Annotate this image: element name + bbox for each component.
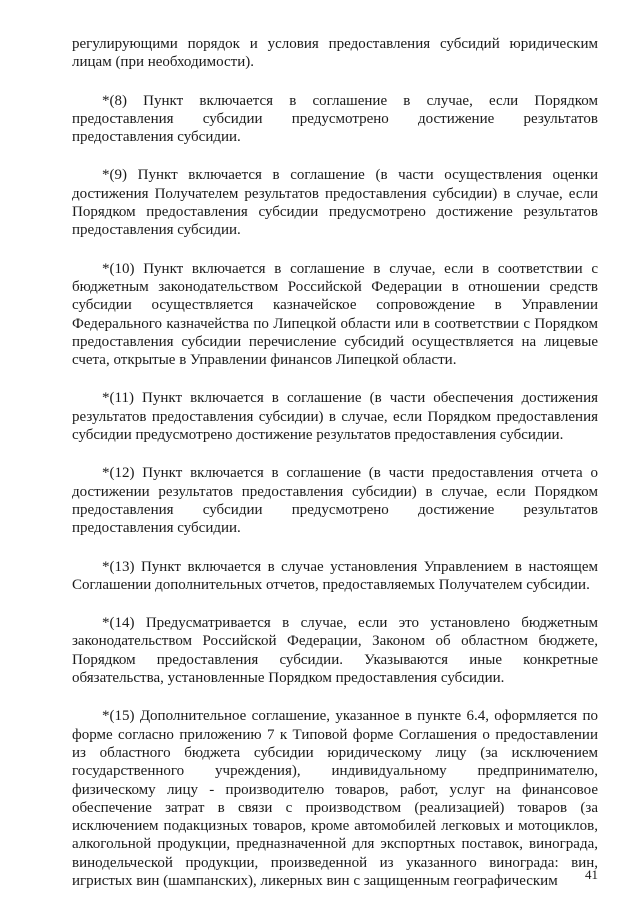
footnote-14: *(14) Предусматривается в случае, если это установлено бюджетным законодательством Российской Федерации, Законом об областном бюджете, Порядком предоставления субсидии. Указываются иные конкретные обязательства, установленные Порядком предоставления субсидии. bbox=[72, 615, 598, 687]
footnote-13: *(13) Пункт включается в случае установления Управлением в настоящем Соглашении дополнительных отчетов, предоставляемых Получателем субсидии. bbox=[72, 558, 598, 593]
footnote-11: *(11) Пункт включается в соглашение (в части обеспечения достижения результатов предоставления субсидии) в случае, если Порядком предоставления субсидии предусмотрено достижение результатов предоставления субсидии. bbox=[72, 390, 598, 444]
footnote-8: *(8) Пункт включается в соглашение в случае, если Порядком предоставления субсидии предусмотрено достижение результатов предоставления субсидии. bbox=[72, 92, 598, 146]
footnote-9: *(9) Пункт включается в соглашение (в части осуществления оценки достижения Получателем результатов предоставления субсидии) в случае, если Порядком предоставления субсидии предусмотрено достижение результатов предоставления субсидии. bbox=[72, 167, 598, 239]
footnote-12: *(12) Пункт включается в соглашение (в части предоставления отчета о достижении результатов предоставления субсидии) в случае, если Порядком предоставления субсидии предусмотрено достижение результатов предоставления субсидии. bbox=[72, 465, 598, 537]
footnote-10: *(10) Пункт включается в соглашение в случае, если в соответствии с бюджетным законодательством Российской Федерации в отношении средств субсидии осуществляется казначейское сопровождение в Управлении Федерального казначейства по Липецкой области или в соответствии с Порядком предоставления субсидии перечисление субсидий осуществляется на лицевые счета, открытые в Управлении финансов Липецкой области. bbox=[72, 260, 598, 369]
page-number: 41 bbox=[585, 867, 598, 882]
footnote-15: *(15) Дополнительное соглашение, указанное в пункте 6.4, оформляется по форме согласно приложению 7 к Типовой форме Соглашения о предоставлении из областного бюджета субсидии юридическому лицу (за исключением государственного учреждения), индивидуальному предпринимателю, физическому лицу - производителю товаров, работ, услуг на финансовое обеспечение затрат в связи с производством (реализацией) товаров (за исключением подакцизных товаров, кроме автомобилей легковых и мотоциклов, алкогольной продукции, предназначенной для экспортных поставок, винограда, винодельческой продукции, произведенной из указанного винограда: вин, игристых вин (шампанских), ликерных вин с защищенным географическим bbox=[72, 708, 598, 889]
paragraph-continuation: регулирующими порядок и условия предоставления субсидий юридическим лицам (при необходимости). bbox=[72, 36, 598, 71]
